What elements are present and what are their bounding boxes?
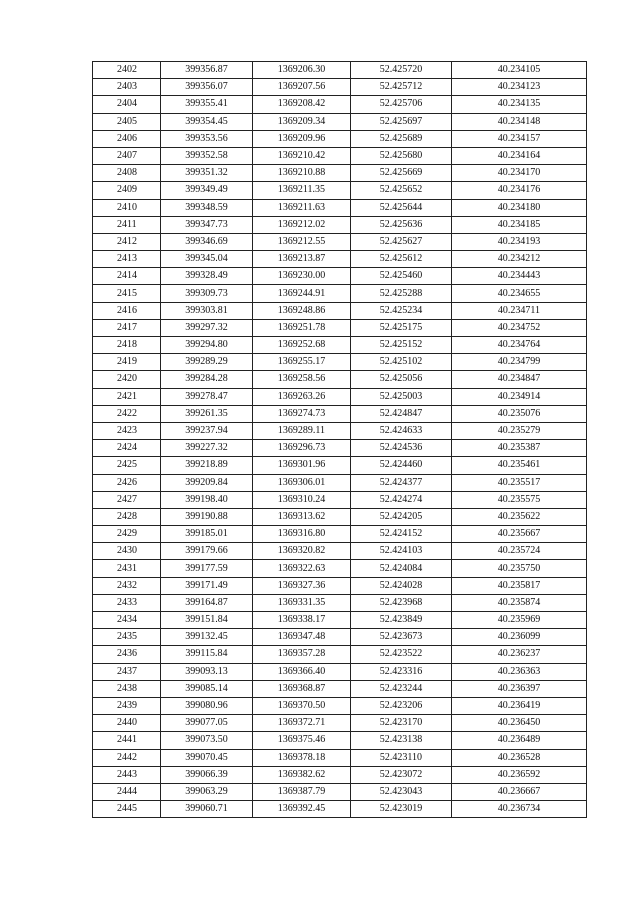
longitude-cell: 40.234443 bbox=[452, 268, 587, 285]
table-row bbox=[93, 165, 587, 182]
longitude-cell: 40.234148 bbox=[452, 113, 587, 130]
point-number-cell: 2406 bbox=[93, 130, 161, 147]
longitude-cell: 40.234711 bbox=[452, 302, 587, 319]
longitude-cell: 40.236397 bbox=[452, 680, 587, 697]
y-coordinate-cell: 1369210.88 bbox=[253, 165, 351, 182]
table-row bbox=[93, 560, 587, 577]
point-number-cell: 2403 bbox=[93, 79, 161, 96]
y-coordinate-cell: 1369211.35 bbox=[253, 182, 351, 199]
y-coordinate-cell: 1369313.62 bbox=[253, 508, 351, 525]
longitude-cell: 40.234185 bbox=[452, 216, 587, 233]
latitude-cell: 52.424152 bbox=[351, 526, 452, 543]
longitude-cell: 40.234164 bbox=[452, 147, 587, 164]
y-coordinate-cell: 1369244.91 bbox=[253, 285, 351, 302]
x-coordinate-cell: 399115.84 bbox=[161, 646, 253, 663]
longitude-cell: 40.236450 bbox=[452, 715, 587, 732]
y-coordinate-cell: 1369274.73 bbox=[253, 405, 351, 422]
latitude-cell: 52.423170 bbox=[351, 715, 452, 732]
latitude-cell: 52.423206 bbox=[351, 697, 452, 714]
point-number-cell: 2442 bbox=[93, 749, 161, 766]
x-coordinate-cell: 399171.49 bbox=[161, 577, 253, 594]
table-row bbox=[93, 543, 587, 560]
latitude-cell: 52.425669 bbox=[351, 165, 452, 182]
point-number-cell: 2430 bbox=[93, 543, 161, 560]
y-coordinate-cell: 1369347.48 bbox=[253, 629, 351, 646]
latitude-cell: 52.423968 bbox=[351, 594, 452, 611]
longitude-cell: 40.236528 bbox=[452, 749, 587, 766]
latitude-cell: 52.423244 bbox=[351, 680, 452, 697]
latitude-cell: 52.425697 bbox=[351, 113, 452, 130]
longitude-cell: 40.235622 bbox=[452, 508, 587, 525]
longitude-cell: 40.234764 bbox=[452, 337, 587, 354]
longitude-cell: 40.235969 bbox=[452, 612, 587, 629]
point-number-cell: 2439 bbox=[93, 697, 161, 714]
latitude-cell: 52.423522 bbox=[351, 646, 452, 663]
point-number-cell: 2438 bbox=[93, 680, 161, 697]
table-row bbox=[93, 440, 587, 457]
table-row bbox=[93, 732, 587, 749]
table-row bbox=[93, 577, 587, 594]
latitude-cell: 52.425720 bbox=[351, 62, 452, 79]
x-coordinate-cell: 399227.32 bbox=[161, 440, 253, 457]
x-coordinate-cell: 399297.32 bbox=[161, 319, 253, 336]
x-coordinate-cell: 399351.32 bbox=[161, 165, 253, 182]
latitude-cell: 52.425627 bbox=[351, 233, 452, 250]
table-row bbox=[93, 113, 587, 130]
point-number-cell: 2425 bbox=[93, 457, 161, 474]
latitude-cell: 52.424460 bbox=[351, 457, 452, 474]
latitude-cell: 52.425102 bbox=[351, 354, 452, 371]
y-coordinate-cell: 1369213.87 bbox=[253, 251, 351, 268]
table-row bbox=[93, 508, 587, 525]
longitude-cell: 40.234176 bbox=[452, 182, 587, 199]
y-coordinate-cell: 1369255.17 bbox=[253, 354, 351, 371]
x-coordinate-cell: 399345.04 bbox=[161, 251, 253, 268]
table-row bbox=[93, 354, 587, 371]
x-coordinate-cell: 399284.28 bbox=[161, 371, 253, 388]
table-row bbox=[93, 147, 587, 164]
y-coordinate-cell: 1369209.96 bbox=[253, 130, 351, 147]
latitude-cell: 52.425644 bbox=[351, 199, 452, 216]
x-coordinate-cell: 399218.89 bbox=[161, 457, 253, 474]
longitude-cell: 40.234847 bbox=[452, 371, 587, 388]
latitude-cell: 52.424633 bbox=[351, 422, 452, 439]
x-coordinate-cell: 399070.45 bbox=[161, 749, 253, 766]
point-number-cell: 2434 bbox=[93, 612, 161, 629]
table-row bbox=[93, 663, 587, 680]
longitude-cell: 40.235575 bbox=[452, 491, 587, 508]
longitude-cell: 40.234212 bbox=[452, 251, 587, 268]
longitude-cell: 40.234914 bbox=[452, 388, 587, 405]
x-coordinate-cell: 399354.45 bbox=[161, 113, 253, 130]
y-coordinate-cell: 1369210.42 bbox=[253, 147, 351, 164]
point-number-cell: 2407 bbox=[93, 147, 161, 164]
latitude-cell: 52.425460 bbox=[351, 268, 452, 285]
table-row bbox=[93, 526, 587, 543]
x-coordinate-cell: 399353.56 bbox=[161, 130, 253, 147]
point-number-cell: 2443 bbox=[93, 766, 161, 783]
longitude-cell: 40.234123 bbox=[452, 79, 587, 96]
point-number-cell: 2413 bbox=[93, 251, 161, 268]
x-coordinate-cell: 399356.87 bbox=[161, 62, 253, 79]
longitude-cell: 40.236592 bbox=[452, 766, 587, 783]
longitude-cell: 40.236489 bbox=[452, 732, 587, 749]
table-row bbox=[93, 783, 587, 800]
latitude-cell: 52.425652 bbox=[351, 182, 452, 199]
longitude-cell: 40.236419 bbox=[452, 697, 587, 714]
latitude-cell: 52.423673 bbox=[351, 629, 452, 646]
y-coordinate-cell: 1369372.71 bbox=[253, 715, 351, 732]
y-coordinate-cell: 1369316.80 bbox=[253, 526, 351, 543]
table-row bbox=[93, 62, 587, 79]
x-coordinate-cell: 399185.01 bbox=[161, 526, 253, 543]
table-row bbox=[93, 422, 587, 439]
y-coordinate-cell: 1369338.17 bbox=[253, 612, 351, 629]
longitude-cell: 40.234170 bbox=[452, 165, 587, 182]
y-coordinate-cell: 1369382.62 bbox=[253, 766, 351, 783]
y-coordinate-cell: 1369331.35 bbox=[253, 594, 351, 611]
table-row bbox=[93, 182, 587, 199]
x-coordinate-cell: 399289.29 bbox=[161, 354, 253, 371]
y-coordinate-cell: 1369306.01 bbox=[253, 474, 351, 491]
latitude-cell: 52.425234 bbox=[351, 302, 452, 319]
longitude-cell: 40.235874 bbox=[452, 594, 587, 611]
table-row bbox=[93, 96, 587, 113]
table-row bbox=[93, 285, 587, 302]
table-row bbox=[93, 79, 587, 96]
point-number-cell: 2427 bbox=[93, 491, 161, 508]
point-number-cell: 2402 bbox=[93, 62, 161, 79]
y-coordinate-cell: 1369392.45 bbox=[253, 801, 351, 818]
point-number-cell: 2437 bbox=[93, 663, 161, 680]
point-number-cell: 2429 bbox=[93, 526, 161, 543]
latitude-cell: 52.425712 bbox=[351, 79, 452, 96]
latitude-cell: 52.425152 bbox=[351, 337, 452, 354]
y-coordinate-cell: 1369378.18 bbox=[253, 749, 351, 766]
y-coordinate-cell: 1369301.96 bbox=[253, 457, 351, 474]
latitude-cell: 52.424847 bbox=[351, 405, 452, 422]
point-number-cell: 2404 bbox=[93, 96, 161, 113]
latitude-cell: 52.424205 bbox=[351, 508, 452, 525]
x-coordinate-cell: 399073.50 bbox=[161, 732, 253, 749]
latitude-cell: 52.423019 bbox=[351, 801, 452, 818]
table-row bbox=[93, 337, 587, 354]
point-number-cell: 2417 bbox=[93, 319, 161, 336]
longitude-cell: 40.235387 bbox=[452, 440, 587, 457]
point-number-cell: 2423 bbox=[93, 422, 161, 439]
x-coordinate-cell: 399177.59 bbox=[161, 560, 253, 577]
table-row bbox=[93, 457, 587, 474]
point-number-cell: 2411 bbox=[93, 216, 161, 233]
table-row bbox=[93, 646, 587, 663]
longitude-cell: 40.235750 bbox=[452, 560, 587, 577]
x-coordinate-cell: 399063.29 bbox=[161, 783, 253, 800]
x-coordinate-cell: 399352.58 bbox=[161, 147, 253, 164]
longitude-cell: 40.235076 bbox=[452, 405, 587, 422]
x-coordinate-cell: 399190.88 bbox=[161, 508, 253, 525]
y-coordinate-cell: 1369310.24 bbox=[253, 491, 351, 508]
x-coordinate-cell: 399356.07 bbox=[161, 79, 253, 96]
x-coordinate-cell: 399347.73 bbox=[161, 216, 253, 233]
table-row bbox=[93, 319, 587, 336]
table-row bbox=[93, 491, 587, 508]
x-coordinate-cell: 399080.96 bbox=[161, 697, 253, 714]
point-number-cell: 2431 bbox=[93, 560, 161, 577]
longitude-cell: 40.234135 bbox=[452, 96, 587, 113]
table-row bbox=[93, 697, 587, 714]
y-coordinate-cell: 1369252.68 bbox=[253, 337, 351, 354]
x-coordinate-cell: 399328.49 bbox=[161, 268, 253, 285]
latitude-cell: 52.424377 bbox=[351, 474, 452, 491]
y-coordinate-cell: 1369211.63 bbox=[253, 199, 351, 216]
longitude-cell: 40.234655 bbox=[452, 285, 587, 302]
table-row bbox=[93, 233, 587, 250]
y-coordinate-cell: 1369320.82 bbox=[253, 543, 351, 560]
table-row bbox=[93, 801, 587, 818]
table-row bbox=[93, 405, 587, 422]
x-coordinate-cell: 399237.94 bbox=[161, 422, 253, 439]
latitude-cell: 52.425003 bbox=[351, 388, 452, 405]
y-coordinate-cell: 1369370.50 bbox=[253, 697, 351, 714]
longitude-cell: 40.235817 bbox=[452, 577, 587, 594]
point-number-cell: 2421 bbox=[93, 388, 161, 405]
longitude-cell: 40.236099 bbox=[452, 629, 587, 646]
longitude-cell: 40.236667 bbox=[452, 783, 587, 800]
y-coordinate-cell: 1369248.86 bbox=[253, 302, 351, 319]
point-number-cell: 2426 bbox=[93, 474, 161, 491]
table-row bbox=[93, 749, 587, 766]
x-coordinate-cell: 399309.73 bbox=[161, 285, 253, 302]
latitude-cell: 52.425288 bbox=[351, 285, 452, 302]
longitude-cell: 40.235279 bbox=[452, 422, 587, 439]
table-row bbox=[93, 766, 587, 783]
latitude-cell: 52.423316 bbox=[351, 663, 452, 680]
longitude-cell: 40.234752 bbox=[452, 319, 587, 336]
latitude-cell: 52.424028 bbox=[351, 577, 452, 594]
longitude-cell: 40.236734 bbox=[452, 801, 587, 818]
y-coordinate-cell: 1369230.00 bbox=[253, 268, 351, 285]
x-coordinate-cell: 399261.35 bbox=[161, 405, 253, 422]
x-coordinate-cell: 399209.84 bbox=[161, 474, 253, 491]
y-coordinate-cell: 1369206.30 bbox=[253, 62, 351, 79]
longitude-cell: 40.234193 bbox=[452, 233, 587, 250]
x-coordinate-cell: 399294.80 bbox=[161, 337, 253, 354]
latitude-cell: 52.423138 bbox=[351, 732, 452, 749]
point-number-cell: 2433 bbox=[93, 594, 161, 611]
x-coordinate-cell: 399164.87 bbox=[161, 594, 253, 611]
point-number-cell: 2436 bbox=[93, 646, 161, 663]
x-coordinate-cell: 399085.14 bbox=[161, 680, 253, 697]
y-coordinate-cell: 1369208.42 bbox=[253, 96, 351, 113]
table-row bbox=[93, 594, 587, 611]
x-coordinate-cell: 399151.84 bbox=[161, 612, 253, 629]
x-coordinate-cell: 399303.81 bbox=[161, 302, 253, 319]
coordinates-table-body bbox=[93, 62, 587, 818]
longitude-cell: 40.236363 bbox=[452, 663, 587, 680]
y-coordinate-cell: 1369263.26 bbox=[253, 388, 351, 405]
y-coordinate-cell: 1369212.55 bbox=[253, 233, 351, 250]
x-coordinate-cell: 399179.66 bbox=[161, 543, 253, 560]
table-row bbox=[93, 371, 587, 388]
x-coordinate-cell: 399077.05 bbox=[161, 715, 253, 732]
point-number-cell: 2420 bbox=[93, 371, 161, 388]
latitude-cell: 52.424103 bbox=[351, 543, 452, 560]
y-coordinate-cell: 1369251.78 bbox=[253, 319, 351, 336]
point-number-cell: 2409 bbox=[93, 182, 161, 199]
y-coordinate-cell: 1369368.87 bbox=[253, 680, 351, 697]
point-number-cell: 2405 bbox=[93, 113, 161, 130]
point-number-cell: 2415 bbox=[93, 285, 161, 302]
x-coordinate-cell: 399198.40 bbox=[161, 491, 253, 508]
y-coordinate-cell: 1369375.46 bbox=[253, 732, 351, 749]
latitude-cell: 52.425689 bbox=[351, 130, 452, 147]
longitude-cell: 40.235724 bbox=[452, 543, 587, 560]
y-coordinate-cell: 1369366.40 bbox=[253, 663, 351, 680]
latitude-cell: 52.424536 bbox=[351, 440, 452, 457]
latitude-cell: 52.425175 bbox=[351, 319, 452, 336]
y-coordinate-cell: 1369387.79 bbox=[253, 783, 351, 800]
table-row bbox=[93, 251, 587, 268]
longitude-cell: 40.235667 bbox=[452, 526, 587, 543]
latitude-cell: 52.423849 bbox=[351, 612, 452, 629]
table-row bbox=[93, 629, 587, 646]
longitude-cell: 40.234180 bbox=[452, 199, 587, 216]
latitude-cell: 52.424274 bbox=[351, 491, 452, 508]
table-row bbox=[93, 388, 587, 405]
longitude-cell: 40.235461 bbox=[452, 457, 587, 474]
y-coordinate-cell: 1369296.73 bbox=[253, 440, 351, 457]
table-row bbox=[93, 199, 587, 216]
point-number-cell: 2441 bbox=[93, 732, 161, 749]
x-coordinate-cell: 399348.59 bbox=[161, 199, 253, 216]
y-coordinate-cell: 1369209.34 bbox=[253, 113, 351, 130]
latitude-cell: 52.423072 bbox=[351, 766, 452, 783]
point-number-cell: 2408 bbox=[93, 165, 161, 182]
x-coordinate-cell: 399278.47 bbox=[161, 388, 253, 405]
table-row bbox=[93, 680, 587, 697]
y-coordinate-cell: 1369327.36 bbox=[253, 577, 351, 594]
point-number-cell: 2419 bbox=[93, 354, 161, 371]
point-number-cell: 2428 bbox=[93, 508, 161, 525]
y-coordinate-cell: 1369357.28 bbox=[253, 646, 351, 663]
point-number-cell: 2412 bbox=[93, 233, 161, 250]
y-coordinate-cell: 1369322.63 bbox=[253, 560, 351, 577]
table-row bbox=[93, 474, 587, 491]
point-number-cell: 2424 bbox=[93, 440, 161, 457]
longitude-cell: 40.234799 bbox=[452, 354, 587, 371]
x-coordinate-cell: 399060.71 bbox=[161, 801, 253, 818]
longitude-cell: 40.236237 bbox=[452, 646, 587, 663]
latitude-cell: 52.425680 bbox=[351, 147, 452, 164]
x-coordinate-cell: 399066.39 bbox=[161, 766, 253, 783]
longitude-cell: 40.235517 bbox=[452, 474, 587, 491]
latitude-cell: 52.423110 bbox=[351, 749, 452, 766]
point-number-cell: 2444 bbox=[93, 783, 161, 800]
table-row bbox=[93, 715, 587, 732]
x-coordinate-cell: 399132.45 bbox=[161, 629, 253, 646]
point-number-cell: 2414 bbox=[93, 268, 161, 285]
latitude-cell: 52.423043 bbox=[351, 783, 452, 800]
y-coordinate-cell: 1369289.11 bbox=[253, 422, 351, 439]
latitude-cell: 52.424084 bbox=[351, 560, 452, 577]
y-coordinate-cell: 1369258.56 bbox=[253, 371, 351, 388]
table-row bbox=[93, 130, 587, 147]
longitude-cell: 40.234105 bbox=[452, 62, 587, 79]
longitude-cell: 40.234157 bbox=[452, 130, 587, 147]
latitude-cell: 52.425612 bbox=[351, 251, 452, 268]
point-number-cell: 2445 bbox=[93, 801, 161, 818]
point-number-cell: 2416 bbox=[93, 302, 161, 319]
table-row bbox=[93, 302, 587, 319]
point-number-cell: 2440 bbox=[93, 715, 161, 732]
point-number-cell: 2435 bbox=[93, 629, 161, 646]
y-coordinate-cell: 1369212.02 bbox=[253, 216, 351, 233]
table-row bbox=[93, 216, 587, 233]
table-row bbox=[93, 268, 587, 285]
point-number-cell: 2422 bbox=[93, 405, 161, 422]
y-coordinate-cell: 1369207.56 bbox=[253, 79, 351, 96]
point-number-cell: 2410 bbox=[93, 199, 161, 216]
latitude-cell: 52.425636 bbox=[351, 216, 452, 233]
latitude-cell: 52.425056 bbox=[351, 371, 452, 388]
point-number-cell: 2432 bbox=[93, 577, 161, 594]
x-coordinate-cell: 399349.49 bbox=[161, 182, 253, 199]
point-number-cell: 2418 bbox=[93, 337, 161, 354]
x-coordinate-cell: 399355.41 bbox=[161, 96, 253, 113]
x-coordinate-cell: 399093.13 bbox=[161, 663, 253, 680]
latitude-cell: 52.425706 bbox=[351, 96, 452, 113]
coordinates-table bbox=[92, 61, 587, 818]
table-row bbox=[93, 612, 587, 629]
x-coordinate-cell: 399346.69 bbox=[161, 233, 253, 250]
